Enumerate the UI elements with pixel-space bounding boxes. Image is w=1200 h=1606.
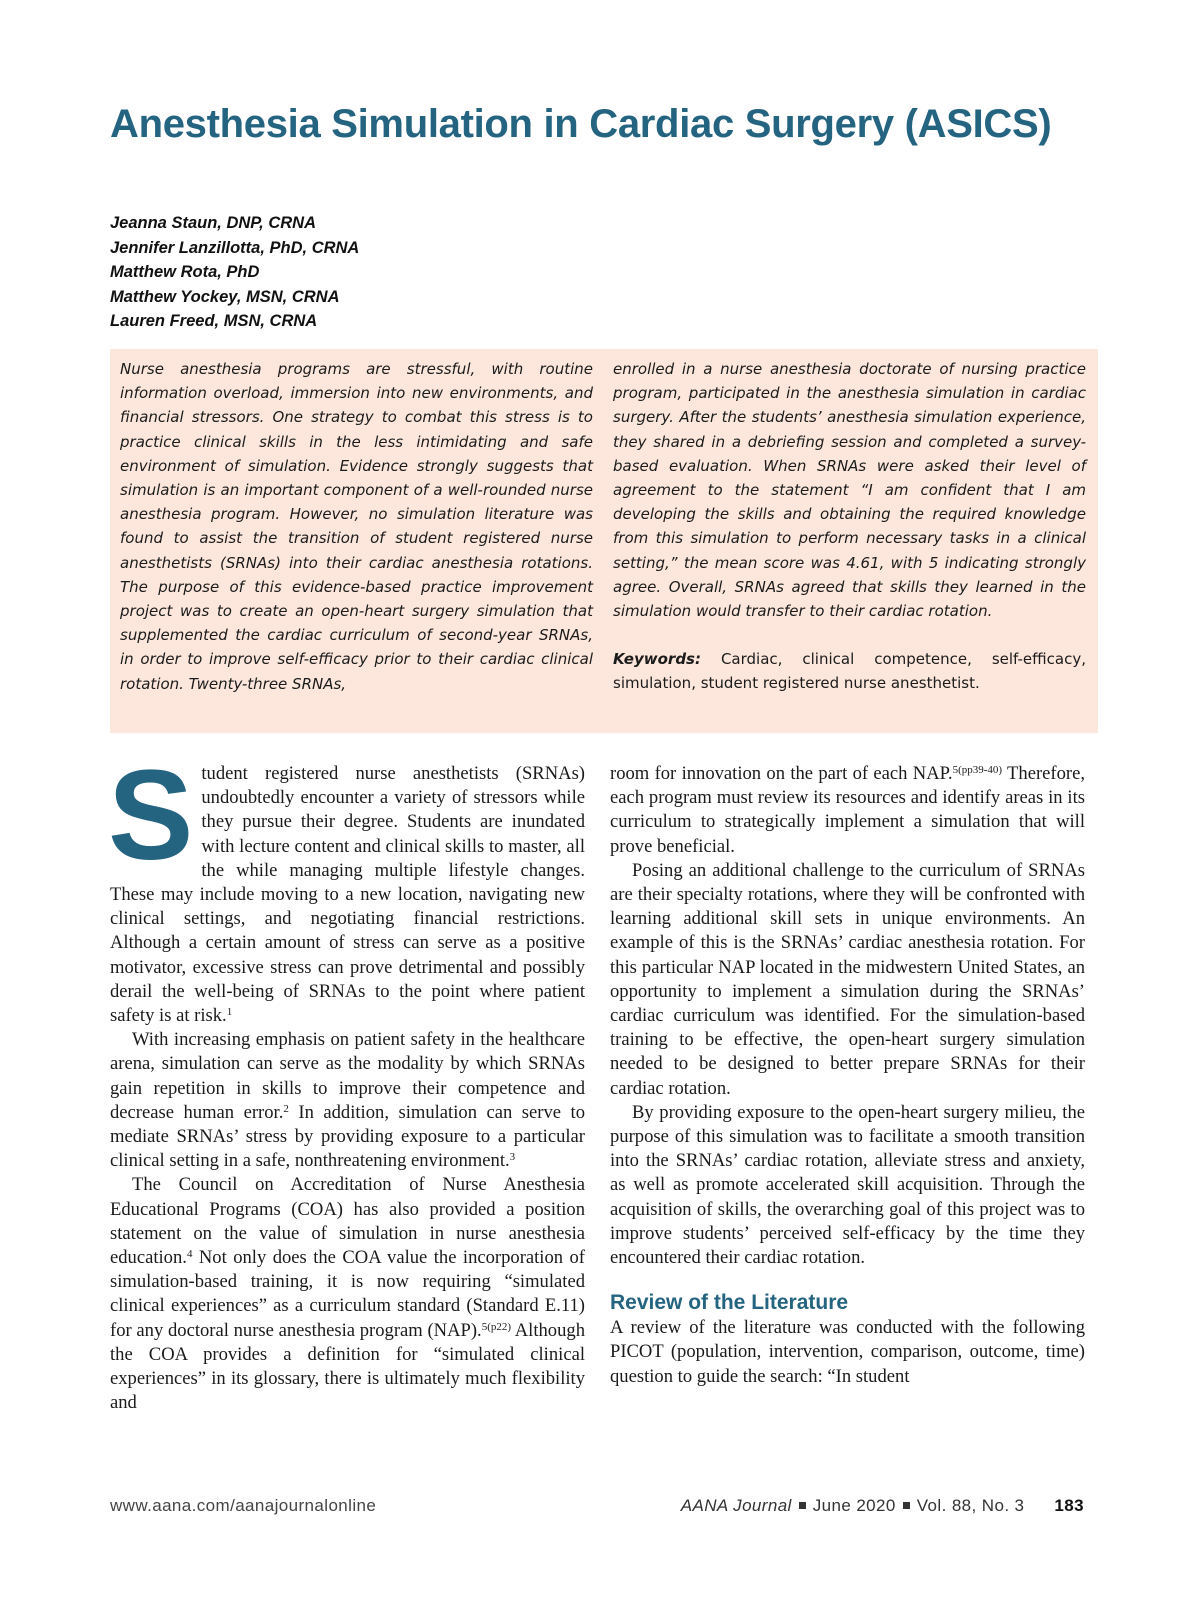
paragraph-text: Therefore, each program must review its resources and identify areas in its curriculum to strategically implement a simulation that will prove beneficial. — [610, 763, 1085, 857]
keywords-text: Cardiac, clinical competence, self-efficacy, simulation, student registered nurse anesthetist. — [613, 650, 1086, 693]
author: Jeanna Staun, DNP, CRNA — [110, 214, 316, 232]
abstract-column-left — [120, 357, 593, 733]
abstract-column-right — [613, 357, 1086, 733]
body-column-left — [108, 744, 586, 1415]
abstract-box — [110, 349, 1098, 733]
square-bullet-icon — [903, 1502, 910, 1509]
article-title: Anesthesia Simulation in Cardiac Surgery (ASICS) — [110, 102, 1052, 146]
drop-cap: S — [108, 744, 194, 887]
author: Jennifer Lanzillotta, PhD, CRNA — [110, 238, 360, 257]
keywords-label: Keywords: — [613, 650, 701, 669]
author: Matthew Yockey, MSN, CRNA — [110, 287, 340, 306]
abstract-text: Nurse anesthesia programs are stressful, with routine information overload, immersion into new environments, and financial stressors. One strategy to combat this stress is to practice clinical skills in the less intimidating and safe environment of simulation. Evidence strongly suggests that simulation is an important component of a well-rounded nurse anesthesia program. However, no simulation literature was found to assist the transition of student registered nurse anesthetists (SRNAs) into their cardiac anesthesia rotations. The purpose of this evidence-based practice improvement project was to create an open-heart surgery simulation that supplemented the cardiac curriculum of second-year SRNAs, in order to improve self-efficacy prior to their cardiac clinical rotation. Twenty-three SRNAs, — [120, 360, 593, 693]
body-column-right — [610, 762, 1085, 1389]
keywords — [613, 647, 1086, 695]
paragraph-text: Not only does the COA value the incorporation of simulation-based training, it is now requiring “simulated clinical experiences” as a curriculum standard (Standard E.11) for any doctoral nurse anesthesia program (NAP). — [110, 1247, 585, 1341]
citation: 5(p22) — [481, 1320, 512, 1333]
issue-date: June 2020 — [812, 1496, 896, 1515]
section-heading: Review of the Literature — [610, 1291, 849, 1315]
paragraph-text: In addition, simulation can serve to mediate SRNAs’ stress by providing exposure to a particular clinical setting in a safe, nonthreatening environment. — [110, 1101, 586, 1172]
citation: 4 — [186, 1248, 193, 1261]
abstract-text: enrolled in a nurse anesthesia doctorate of nursing practice program, participated in the anesthesia simulation in cardiac surgery. After the students’ anesthesia simulation experience, they shared in a debriefing session and completed a survey-based evaluation. When SRNAs were asked their level of agreement to the statement “I am confident that I am developing the skills and obtaining the required knowledge from this simulation to perform necessary tasks in a clinical setting,” the mean score was 4.61, with 5 indicating strongly agree. Overall, SRNAs agreed that skills they learned in the simulation would transfer to their cardiac rotation. — [613, 360, 1086, 621]
journal-footer — [681, 1496, 1084, 1516]
author: Lauren Freed, MSN, CRNA — [110, 312, 318, 330]
citation: 3 — [509, 1151, 516, 1164]
square-bullet-icon — [799, 1502, 806, 1509]
body-paragraph — [110, 1173, 585, 1415]
citation: 5(pp39-40) — [952, 764, 1003, 776]
author: Matthew Rota, PhD — [110, 263, 260, 281]
paragraph-text: With increasing emphasis on patient safety in the healthcare arena, simulation can serve as the modality by which SRNAs gain repetition in skills to improve their competence and decrease human error. — [110, 1029, 585, 1123]
citation: 1 — [226, 1006, 233, 1019]
paragraph-text: room for innovation on the part of each NAP. — [610, 763, 953, 784]
page-number: 183 — [1054, 1496, 1084, 1515]
volume-issue: Vol. 88, No. 3 — [916, 1496, 1025, 1515]
citation: 2 — [283, 1102, 289, 1115]
paragraph-text: The Council on Accreditation of Nurse Anesthesia Educational Programs (COA) has also provided a position statement on the value of simulation in nurse anesthesia education. — [110, 1174, 585, 1269]
body-paragraph: Posing an additional challenge to the curriculum of SRNAs are their specialty rotations, where they will be confronted with learning additional skill sets in unique environments. An example of this is the SRNAs’ cardiac anesthesia rotation. For this particular NAP located in the midwestern United States, an opportunity to implement a simulation during the SRNAs’ cardiac curriculum was identified. For the simulation-based training to be effective, the open-heart surgery simulation needed to be designed to better prepare SRNAs for their cardiac rotation. — [610, 859, 1085, 1099]
body-paragraph — [110, 1028, 585, 1173]
body-paragraph: By providing exposure to the open-heart surgery milieu, the purpose of this simulation was to facilitate a smooth transition into the SRNAs’ cardiac rotation, alleviate stress and anxiety, as well as promote accelerated skill acquisition. Through the acquisition of skills, the overarching goal of this project was to improve students’ perceived self-efficacy by the time they encountered their cardiac rotation. — [610, 1101, 1085, 1269]
paragraph-text: tudent registered nurse anesthetists (SRNAs) undoubtedly encounter a variety of stressors while they pursue their degree. Students are inundated with lecture content and clinical skills to master, all the while managing multiple lifestyle changes. These may include moving to a new location, navigating new clinical settings, and negotiating financial restrictions. Although a certain amount of stress can serve as a positive motivator, excessive stress can prove detrimental and possibly derail the well-being of SRNAs to the point where patient safety is at risk. — [110, 763, 585, 1027]
body-paragraph — [610, 762, 1085, 859]
journal-url: www.aana.com/aanajournalonline — [110, 1496, 377, 1515]
paragraph-text: Although the COA provides a definition for “simulated clinical experiences” in its glossary, there is ultimately much flexibility and — [110, 1319, 585, 1414]
body-paragraph — [108, 744, 585, 1028]
body-paragraph: A review of the literature was conducted with the following PICOT (population, intervention, comparison, outcome, time) question to guide the search: “In student — [610, 1317, 1085, 1387]
author-list — [110, 211, 710, 334]
journal-name: AANA Journal — [680, 1496, 792, 1515]
